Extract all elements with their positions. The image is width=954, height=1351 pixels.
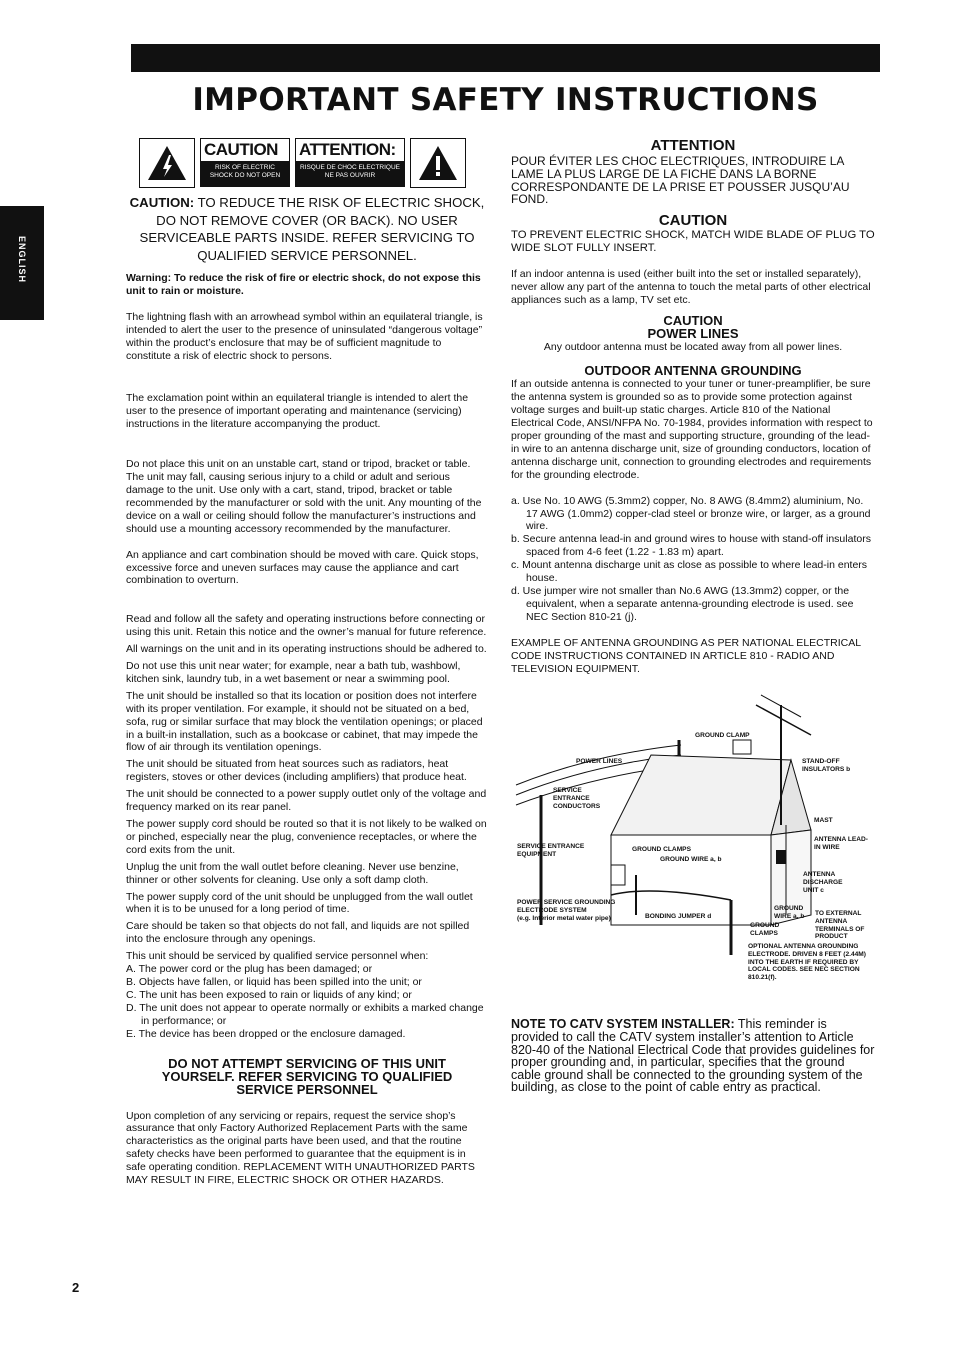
rule-item: Read and follow all the safety and operating instructions before connecting or using this unit. Retain this notice and the owner’s manual for future reference. [126,613,487,639]
diagram-label: POWER LINES [576,758,623,766]
lightning-warning-icon [139,138,195,188]
list-item: C. The unit has been exposed to rain or liquids of any kind; or [126,988,412,1001]
diagram-label: MAST [814,817,833,825]
antenna-grounding-diagram [511,685,875,1005]
list-item: b. Secure antenna lead-in and ground wires to house with stand-off insulators spaced from 4-6 feet (1.22 - 1.83 m) apart. [511,533,871,559]
rule-item: All warnings on the unit and in its operating instructions should be adhered to. [126,643,487,656]
grounding-list [511,495,875,624]
list-item: d. Use jumper wire not smaller than No.6 AWG (13.3mm2) copper, or the equivalent, when a separate antenna-grounding electrode is used. see NEC Section 810-21 (j). [511,585,854,623]
rule-item: The power supply cord of the unit should be unplugged from the wall outlet when it is to be unused for a long period of time. [126,890,473,916]
power-lines-heading: POWER LINES [647,325,739,341]
rule-item: Do not use this unit near water; for example, near a bath tub, washbowl, kitchen sink, laundry tub, in a wet basement or near a swimming pool. [126,660,461,685]
caution-label [200,138,290,187]
warning-text: Warning: To reduce the risk of fire or electric shock, do not expose this unit to rain or moisture. [126,272,481,297]
caution-label-block [139,138,488,188]
diagram-label: POWER SERVICE GROUNDING ELECTRODE SYSTEM [517,899,616,915]
upon-completion-paragraph: Upon completion of any servicing or repairs, request the service shop’s assurance that only Factory Authorized Replacement Parts with the same characteristics as the original parts have been used, and that the routine safety checks have been performed to guarantee that the equipment is in safe operating condition. REPLACEMENT WITH UNAUTHORIZED PARTS MAY RESULT IN FIRE, ELECTRIC SHOCK OR OTHER HAZARDS. [126,1109,475,1187]
rule-item: The unit should be connected to a power supply outlet only of the voltage and frequency marked on its rear panel. [126,788,487,814]
right-column [511,138,875,1094]
rule-item: The unit should be installed so that its location or position does not interfere with its proper ventilation. For example, it should not be situated on a bed, sofa, rug or similar surface that may block the ventilation openings; or placed in a built-in installation, such as a bookcase or cabinet, that may impede the flow of air through its ventilation openings. [126,689,483,754]
cart-paragraph: Do not place this unit on an unstable cart, stand or tripod, bracket or table. The unit may fall, causing serious injury to a child or adult and serious damage to the unit. Use only with a cart, stand, tripod, bracket or table recommended by the manufacturer or sold with the unit. Any mounting of the device on a wall or ceiling should follow the manufacturer’s instructions and should use a mounting accessory recommended by the manufacturer. [126,458,482,535]
rules-list [126,613,488,963]
diagram-label: ANTENNA LEAD-IN WIRE [814,836,868,852]
rule-item: Care should be taken so that objects do not fall, and liquids are not spilled into the enclosure through any openings. [126,920,470,946]
diagram-label: BONDING JUMPER d [645,913,712,921]
diagram-labels [511,685,875,1005]
diagram-label: SERVICE ENTRANCE CONDUCTORS [553,787,601,810]
diagram-label: TO EXTERNAL ANTENNA TERMINALS OF PRODUCT [815,910,865,941]
do-not-service-heading: DO NOT ATTEMPT SERVICING OF THIS UNIT YOURSELF. REFER SERVICING TO QUALIFIED SERVICE PERSONNEL [161,1055,453,1097]
attention-label-sub: RISQUE DE CHOC ELECTRIQUE NE PAS OUVRIR [296,161,404,186]
attention-label-title: ATTENTION: [296,139,404,161]
language-tab-label: ENGLISH [17,236,27,284]
diagram-label: OPTIONAL ANTENNA GROUNDING ELECTRODE. DRIVEN 8 FEET (2.44M) INTO THE EARTH IF REQUIRED BY LOCAL CODES. SEE NEC SECTION 810.21(f). [748,943,866,981]
exclamation-paragraph: The exclamation point within an equilateral triangle is intended to alert the user to the presence of important operating and maintenance (servicing) instructions in the literature accompanying the product. [126,392,469,431]
example-paragraph: EXAMPLE OF ANTENNA GROUNDING AS PER NATIONAL ELECTRICAL CODE INSTRUCTIONS CONTAINED IN ARTICLE 810 - RADIO AND TELEVISION EQUIPMENT. [511,636,861,675]
diagram-label: STAND-OFF INSULATORS b [802,758,851,774]
page-number: 2 [72,1280,80,1295]
exclamation-warning-icon [410,138,466,188]
list-item: B. Objects have fallen, or liquid has been spilled into the unit; or [126,975,422,988]
diagram-label: (e.g. Interior metal water pipe) [517,915,611,923]
attention-heading: ATTENTION [650,137,736,154]
caution-heading: CAUTION [658,212,728,230]
service-conditions-list [126,963,488,1040]
catv-note-lead: NOTE TO CATV SYSTEM INSTALLER: [511,1017,735,1032]
list-item: A. The power cord or the plug has been damaged; or [126,963,373,976]
indoor-antenna-paragraph: If an indoor antenna is used (either built into the set or installed separately), never allow any part of the antenna to touch the metal parts of other electrical appliances such as a lamp, TV set etc. [511,267,871,306]
rule-item: The power supply cord should be routed so that it is not likely to be walked on or pinched, especially near the plug, convenience receptacles, or where the cord exits from the unit. [126,818,487,856]
catv-note [511,1018,875,1094]
diagram-label: GROUND CLAMPS [750,922,780,938]
list-item: E. The device has been dropped or the enclosure damaged. [126,1027,406,1040]
diagram-label: ANTENNA DISCHARGE UNIT c [803,871,843,894]
power-lines-text: Any outdoor antenna must be located away from all power lines. [543,340,843,353]
caution-label-title: CAUTION [201,139,289,161]
rule-item: Unplug the unit from the wall outlet before cleaning. Never use benzine, thinner or other solvents for cleaning. Use only a soft damp cloth. [126,860,459,886]
diagram-label: GROUND CLAMP [695,732,750,740]
caution-label-sub: RISK OF ELECTRIC SHOCK DO NOT OPEN [201,161,289,186]
diagram-label: GROUND WIRE a, b [774,905,805,921]
attention-text: POUR ÉVITER LES CHOC ELECTRIQUES, INTRODUIRE LA LAME LA PLUS LARGE DE LA FICHE DANS LA BORNE CORRESPONDANTE DE LA PRISE ET POUSSER JUSQU’AU FOND. [511,154,850,207]
caution-right-text: TO PREVENT ELECTRIC SHOCK, MATCH WIDE BLADE OF PLUG TO WIDE SLOT FULLY INSERT. [511,229,875,254]
grounding-heading: OUTDOOR ANTENNA GROUNDING [584,363,802,379]
grounding-paragraph: If an outside antenna is connected to your tuner or tuner-preamplifier, be sure the antenna system is grounded so as to provide some protection against voltage surges and built-up static charges. Article 810 of the National Electrical Code, ANSI/NFPA No. 70-1984, provides information with respect to proper grounding of the mast and supporting structure, grounding of the lead-in wire to an antenna discharge unit, size of grounding conductors, location of antenna discharge unit, connection to grounding electrodes and requirements for the grounding electrode. [511,378,873,481]
diagram-label: GROUND CLAMPS [632,846,691,854]
page-title: IMPORTANT SAFETY INSTRUCTIONS [192,82,819,118]
attention-label [295,138,405,187]
diagram-label: SERVICE ENTRANCE EQUIPMENT [517,843,585,859]
caution-statement [126,194,488,264]
header-bar [131,44,880,72]
rule-item: The unit should be situated from heat sources such as radiators, heat registers, stoves or other devices (including amplifiers) that produce heat. [126,758,467,784]
left-column [126,138,488,1187]
list-item: a. Use No. 10 AWG (5.3mm2) copper, No. 8 AWG (8.4mm2) aluminium, No. 17 AWG (1.0mm2) copper-clad steel or bronze wire, or larger, as a ground wire. [511,494,871,533]
catv-note-text: This reminder is provided to call the CATV system installer’s attention to Article 820-40 of the National Electrical Code that provides guidelines for proper grounding and, in particular, specifies that the ground cable ground shall be connected to the grounding system of the building, as close to the point of cable entry as practical. [511,1017,875,1095]
language-tab [0,206,44,320]
rule-item: This unit should be serviced by qualified service personnel when: [126,950,429,963]
list-item: c. Mount antenna discharge unit as close as possible to where lead-in enters house. [511,559,868,585]
caution-lead: CAUTION: [129,195,195,210]
power-caution-heading: CAUTION [663,312,723,328]
lightning-paragraph: The lightning flash with an arrowhead symbol within an equilateral triangle, is intended to alert the user to the presence of uninsulated “dangerous voltage” within the product’s enclosure that may be of sufficient magnitude to constitute a risk of electric shock to persons. [126,310,483,362]
caution-text: TO REDUCE THE RISK OF ELECTRIC SHOCK, DO NOT REMOVE COVER (OR BACK). NO USER SERVICEABLE PARTS INSIDE. REFER SERVICING TO QUALIFIED SERVICE PERSONNEL. [139,195,485,263]
diagram-label: GROUND WIRE a, b [660,856,722,864]
appliance-paragraph: An appliance and cart combination should be moved with care. Quick stops, excessive force and uneven surfaces may cause the appliance and cart combination to overturn. [126,548,479,587]
list-item: D. The unit does not appear to operate normally or exhibits a marked change in performance; or [126,1001,484,1027]
